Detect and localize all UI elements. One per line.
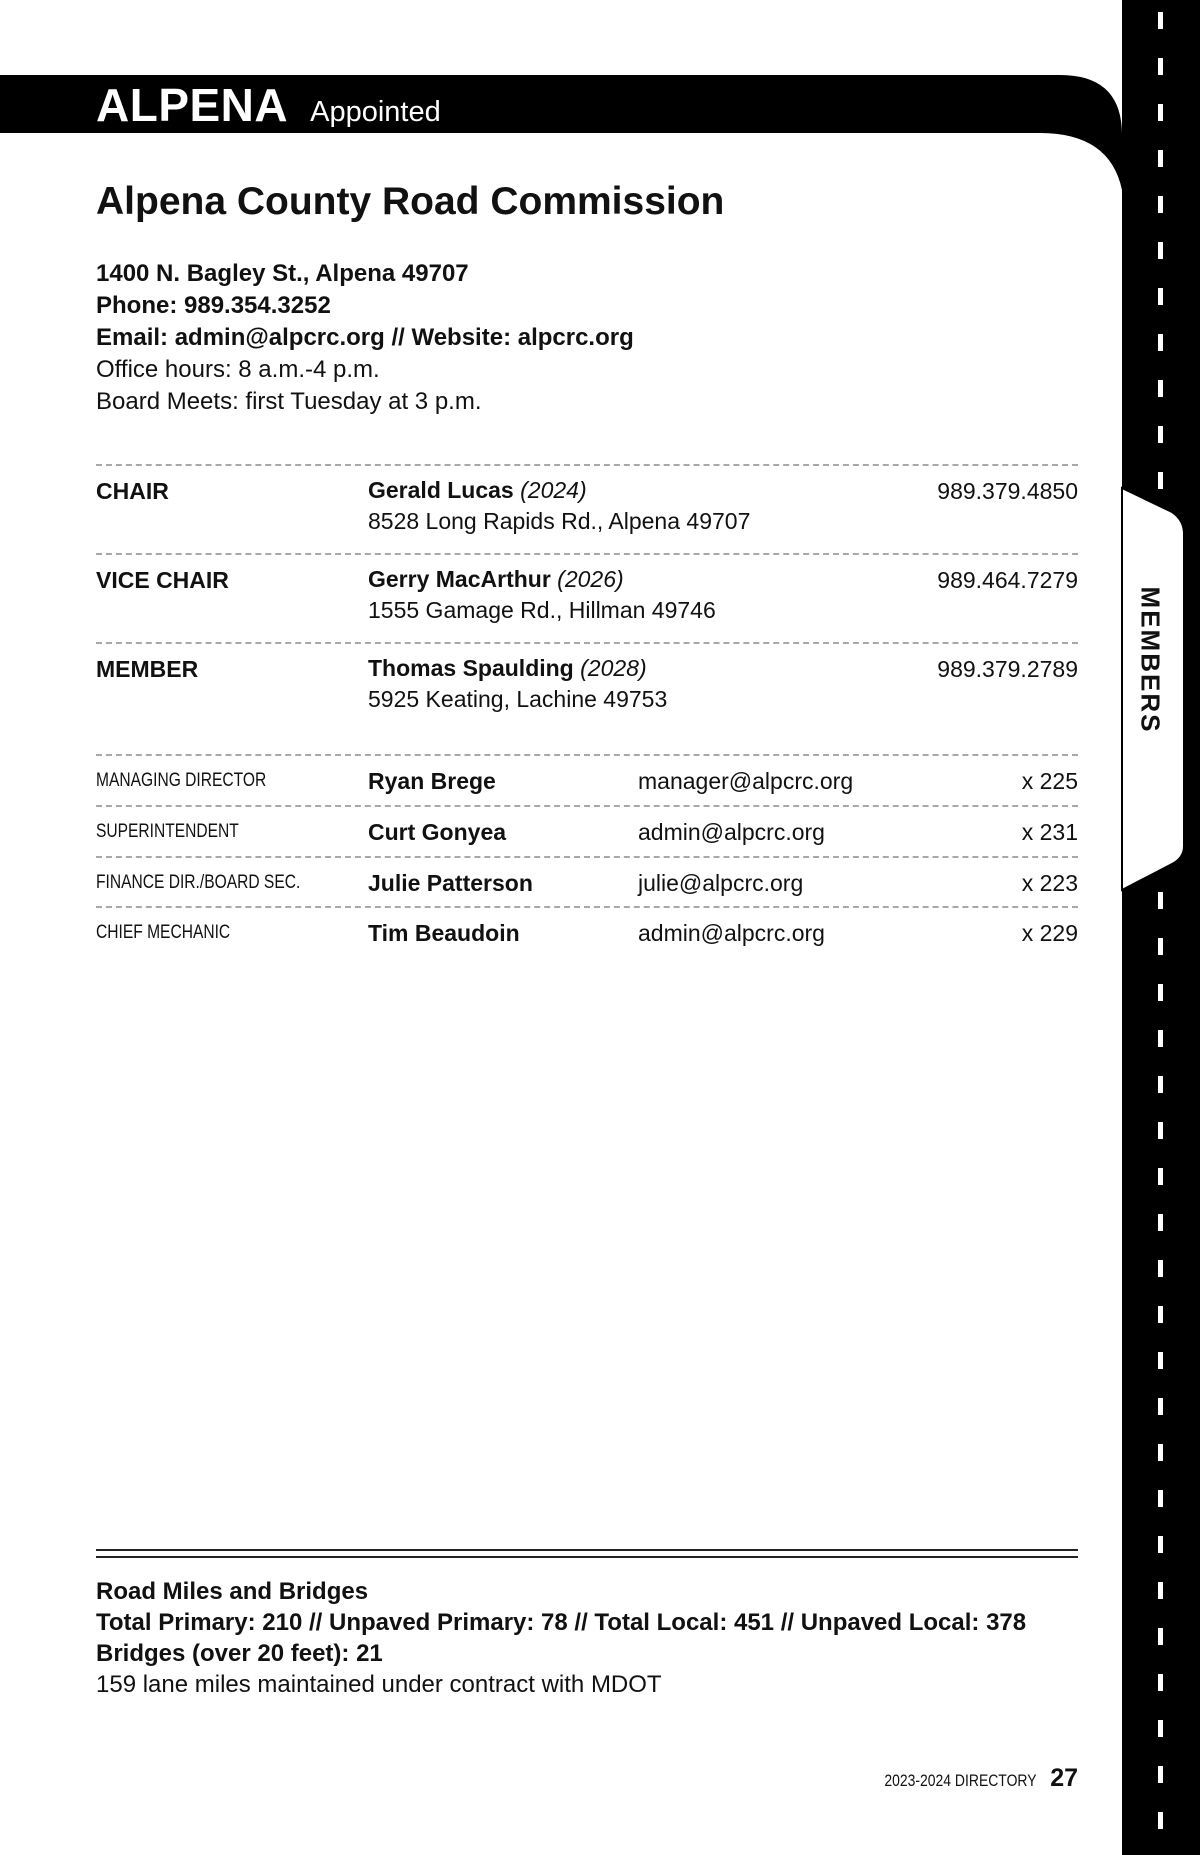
lane-dash (1158, 1398, 1163, 1415)
lane-dash (1158, 288, 1163, 305)
divider (96, 906, 1078, 908)
staff-ext: x 225 (1021, 768, 1078, 794)
lane-dash (1158, 1076, 1163, 1093)
lane-dash (1158, 1582, 1163, 1599)
lane-dash (1158, 1444, 1163, 1461)
lane-dash (1158, 104, 1163, 121)
staff-email: admin@alpcrc.org (638, 819, 825, 845)
county-type: Appointed (310, 96, 441, 128)
lane-dash (1158, 1674, 1163, 1691)
agency-board: Board Meets: first Tuesday at 3 p.m. (96, 388, 482, 415)
divider (96, 464, 1078, 466)
member-info (368, 475, 750, 537)
staff-name: Curt Gonyea (368, 819, 507, 845)
agency-email-web: Email: admin@alpcrc.org // Website: alpcrc.org (96, 324, 634, 351)
member-address: 1555 Gamage Rd., Hillman 49746 (368, 597, 716, 623)
member-role: VICE CHAIR (96, 567, 229, 593)
staff-title: FINANCE DIR./BOARD SEC. (96, 872, 301, 893)
member-name: Thomas Spaulding (368, 655, 574, 681)
lane-dash (1158, 1306, 1163, 1323)
agency-hours: Office hours: 8 a.m.-4 p.m. (96, 356, 380, 383)
staff-title: MANAGING DIRECTOR (96, 770, 267, 791)
road-miles (96, 1576, 1026, 1700)
road-miles-totals: Total Primary: 210 // Unpaved Primary: 78 // Total Local: 451 // Unpaved Local: 378 (96, 1609, 1027, 1636)
double-rule-top (96, 1549, 1078, 1551)
member-name: Gerry MacArthur (368, 566, 551, 592)
lane-dash (1158, 1490, 1163, 1507)
member-phone: 989.379.4850 (937, 478, 1078, 504)
member-name: Gerald Lucas (368, 477, 514, 503)
member-phone: 989.464.7279 (937, 567, 1078, 593)
lane-dash (1158, 196, 1163, 213)
staff-title: SUPERINTENDENT (96, 821, 239, 842)
agency-name: Alpena County Road Commission (96, 180, 725, 223)
lane-dash (1158, 1168, 1163, 1185)
road-miles-note: 159 lane miles maintained under contract with MDOT (96, 1671, 662, 1698)
divider (96, 553, 1078, 555)
lane-dash (1158, 242, 1163, 259)
staff-email: manager@alpcrc.org (638, 768, 854, 794)
staff-row (96, 864, 1078, 904)
road-miles-bridges: Bridges (over 20 feet): 21 (96, 1640, 383, 1667)
lane-dash (1158, 938, 1163, 955)
agency-contact (96, 258, 634, 418)
lane-dash (1158, 1122, 1163, 1139)
divider (96, 642, 1078, 644)
lane-dash (1158, 892, 1163, 909)
road-strip (1122, 0, 1200, 1855)
members-tab-label: MEMBERS (1135, 586, 1166, 734)
lane-dash (1158, 334, 1163, 351)
member-info (368, 653, 667, 715)
divider (96, 856, 1078, 858)
lane-dash (1158, 1030, 1163, 1047)
divider (96, 754, 1078, 756)
lane-dash (1158, 150, 1163, 167)
agency-phone: Phone: 989.354.3252 (96, 292, 331, 319)
lane-dash (1158, 1536, 1163, 1553)
staff-ext: x 229 (1021, 920, 1078, 946)
staff-row (96, 762, 1078, 802)
double-rule-bottom (96, 1556, 1078, 1558)
staff-email: julie@alpcrc.org (638, 870, 804, 896)
directory-label: 2023-2024 DIRECTORY (884, 1771, 1037, 1790)
member-info (368, 564, 716, 626)
member-term: (2028) (580, 655, 647, 681)
member-term: (2024) (520, 477, 587, 503)
member-role: CHAIR (96, 478, 169, 504)
divider (96, 805, 1078, 807)
lane-dash (1158, 1260, 1163, 1277)
lane-dash (1158, 984, 1163, 1001)
lane-dash (1158, 1214, 1163, 1231)
lane-dash (1158, 12, 1163, 29)
lane-dash (1158, 1720, 1163, 1737)
page-number: 27 (1050, 1764, 1078, 1792)
road-miles-heading: Road Miles and Bridges (96, 1578, 369, 1605)
lane-dash (1158, 426, 1163, 443)
member-role: MEMBER (96, 656, 199, 682)
page-footer (851, 1764, 1078, 1793)
staff-name: Julie Patterson (368, 870, 533, 896)
staff-ext: x 231 (1021, 819, 1078, 845)
staff-ext: x 223 (1021, 870, 1078, 896)
lane-dash (1158, 1812, 1163, 1829)
agency-address: 1400 N. Bagley St., Alpena 49707 (96, 260, 469, 287)
staff-title: CHIEF MECHANIC (96, 922, 231, 943)
staff-email: admin@alpcrc.org (638, 920, 825, 946)
member-term: (2026) (557, 566, 624, 592)
staff-row (96, 914, 1078, 954)
staff-name: Tim Beaudoin (368, 920, 520, 946)
county-name: ALPENA (96, 79, 289, 131)
lane-dash (1158, 1766, 1163, 1783)
member-address: 8528 Long Rapids Rd., Alpena 49707 (368, 508, 751, 534)
lane-dash (1158, 58, 1163, 75)
lane-dash (1158, 1352, 1163, 1369)
lane-dash (1158, 1628, 1163, 1645)
lane-dash (1158, 380, 1163, 397)
member-address: 5925 Keating, Lachine 49753 (368, 686, 668, 712)
staff-row (96, 813, 1078, 853)
staff-name: Ryan Brege (368, 768, 496, 794)
member-phone: 989.379.2789 (937, 656, 1078, 682)
county-header (96, 78, 441, 134)
lane-dash (1158, 472, 1163, 489)
